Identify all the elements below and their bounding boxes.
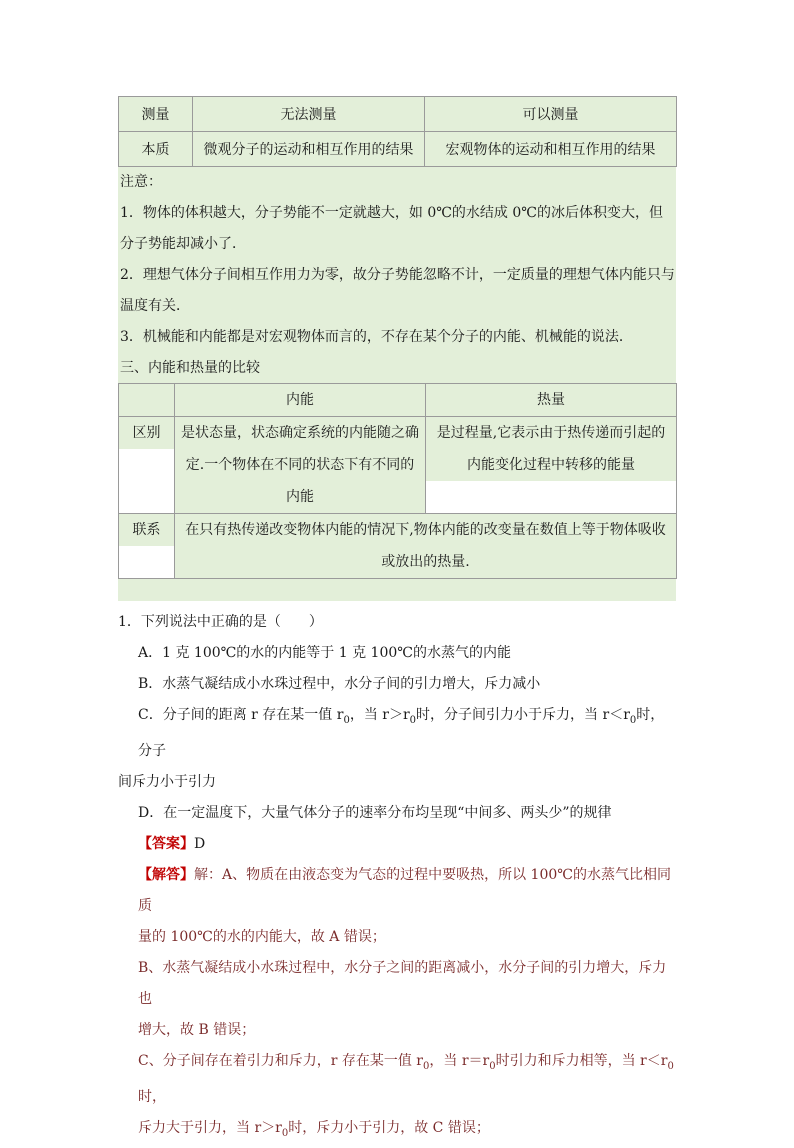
answer — [118, 829, 676, 860]
table-header: 热量 — [426, 384, 677, 417]
analysis-c: C、分子间存在着引力和斥力，r 存在某一值 $r_0$，当 $r=r_0$时引力和斥力相等，当 $r<r_0$时， — [138, 1052, 674, 1105]
section-title: 三、内能和热量的比较 — [118, 353, 676, 383]
table-row — [119, 514, 677, 579]
table-cell: 是状态量，状态确定系统的内能随之确定.一个物体在不同的状态下有不同的内能 — [175, 417, 426, 514]
table-label: 区别 — [119, 417, 174, 449]
table-row — [119, 97, 677, 132]
question-block — [118, 607, 676, 1148]
table-cell: 在只有热传递改变物体内能的情况下,物体内能的改变量在数值上等于物体吸收或放出的热量. — [175, 514, 677, 579]
analysis-b-continued: 增大，故 B 错误； — [138, 1021, 256, 1038]
table-cell: 无法测量 — [193, 97, 425, 132]
table-row — [119, 384, 677, 417]
document-page — [118, 96, 676, 1148]
table-cell: 是过程量,它表示由于热传递而引起的内能变化过程中转移的能量 — [426, 417, 676, 481]
option-d: D．在一定温度下，大量气体分子的速率分布均呈现“中间多、两头少”的规律 — [138, 804, 612, 821]
note-item: 2．理想气体分子间相互作用力为零，故分子势能忽略不计，一定质量的理想气体内能只与温度有关． — [120, 267, 675, 314]
option-c-continued: 间斥力小于引力 — [118, 773, 216, 790]
question-stem: 1．下列说法中正确的是（ ） — [118, 614, 323, 630]
answer-value: D — [194, 835, 206, 852]
analysis-a: 【解答】解：A、物质在由液态变为气态的过程中要吸热，所以 100℃的水蒸气比相同质 — [138, 866, 671, 914]
table-row — [119, 132, 677, 167]
table-row — [119, 417, 677, 514]
table-cell: 本质 — [119, 132, 193, 167]
table-cell: 微观分子的运动和相互作用的结果 — [193, 132, 425, 167]
analysis-a-continued: 量的 100℃的水的内能大，故 A 错误； — [138, 928, 386, 945]
analysis-c-continued: 斥力大于引力，当 $r>r_0$时，斥力小于引力，故 C 错误； — [138, 1119, 490, 1139]
notes-block — [118, 167, 676, 353]
option-c: C．分子间的距离 r 存在某一值 $r_0$，当 $r>r_0$时，分子间引力小于斥力，当 $r<r_0$时，分子 — [138, 707, 665, 759]
note-item: 3．机械能和内能都是对宏观物体而言的，不存在某个分子的内能、机械能的说法． — [120, 329, 633, 345]
table-cell: 可以测量 — [425, 97, 677, 132]
comparison-table-energy — [118, 96, 677, 167]
analysis-label: 【解答】 — [138, 866, 194, 883]
table-cell: 测量 — [119, 97, 193, 132]
comparison-table-heat — [118, 383, 677, 579]
answer-label: 【答案】 — [138, 835, 194, 852]
table-cell: 宏观物体的运动和相互作用的结果 — [425, 132, 677, 167]
analysis-b: B、水蒸气凝结成小水珠过程中，水分子之间的距离减小，水分子间的引力增大，斥力也 — [138, 959, 667, 1007]
note-item: 1．物体的体积越大，分子势能不一定就越大，如 0℃的水结成 0℃的冰后体积变大，但分子势能却减小了． — [120, 205, 663, 252]
table-header: 内能 — [175, 384, 426, 417]
option-b: B．水蒸气凝结成小水珠过程中，水分子间的引力增大，斥力减小 — [138, 676, 541, 692]
table-label: 联系 — [119, 514, 174, 546]
notes-title: 注意： — [120, 174, 162, 190]
option-a: A．1 克 100℃的水的内能等于 1 克 100℃的水蒸气的内能 — [138, 645, 511, 661]
